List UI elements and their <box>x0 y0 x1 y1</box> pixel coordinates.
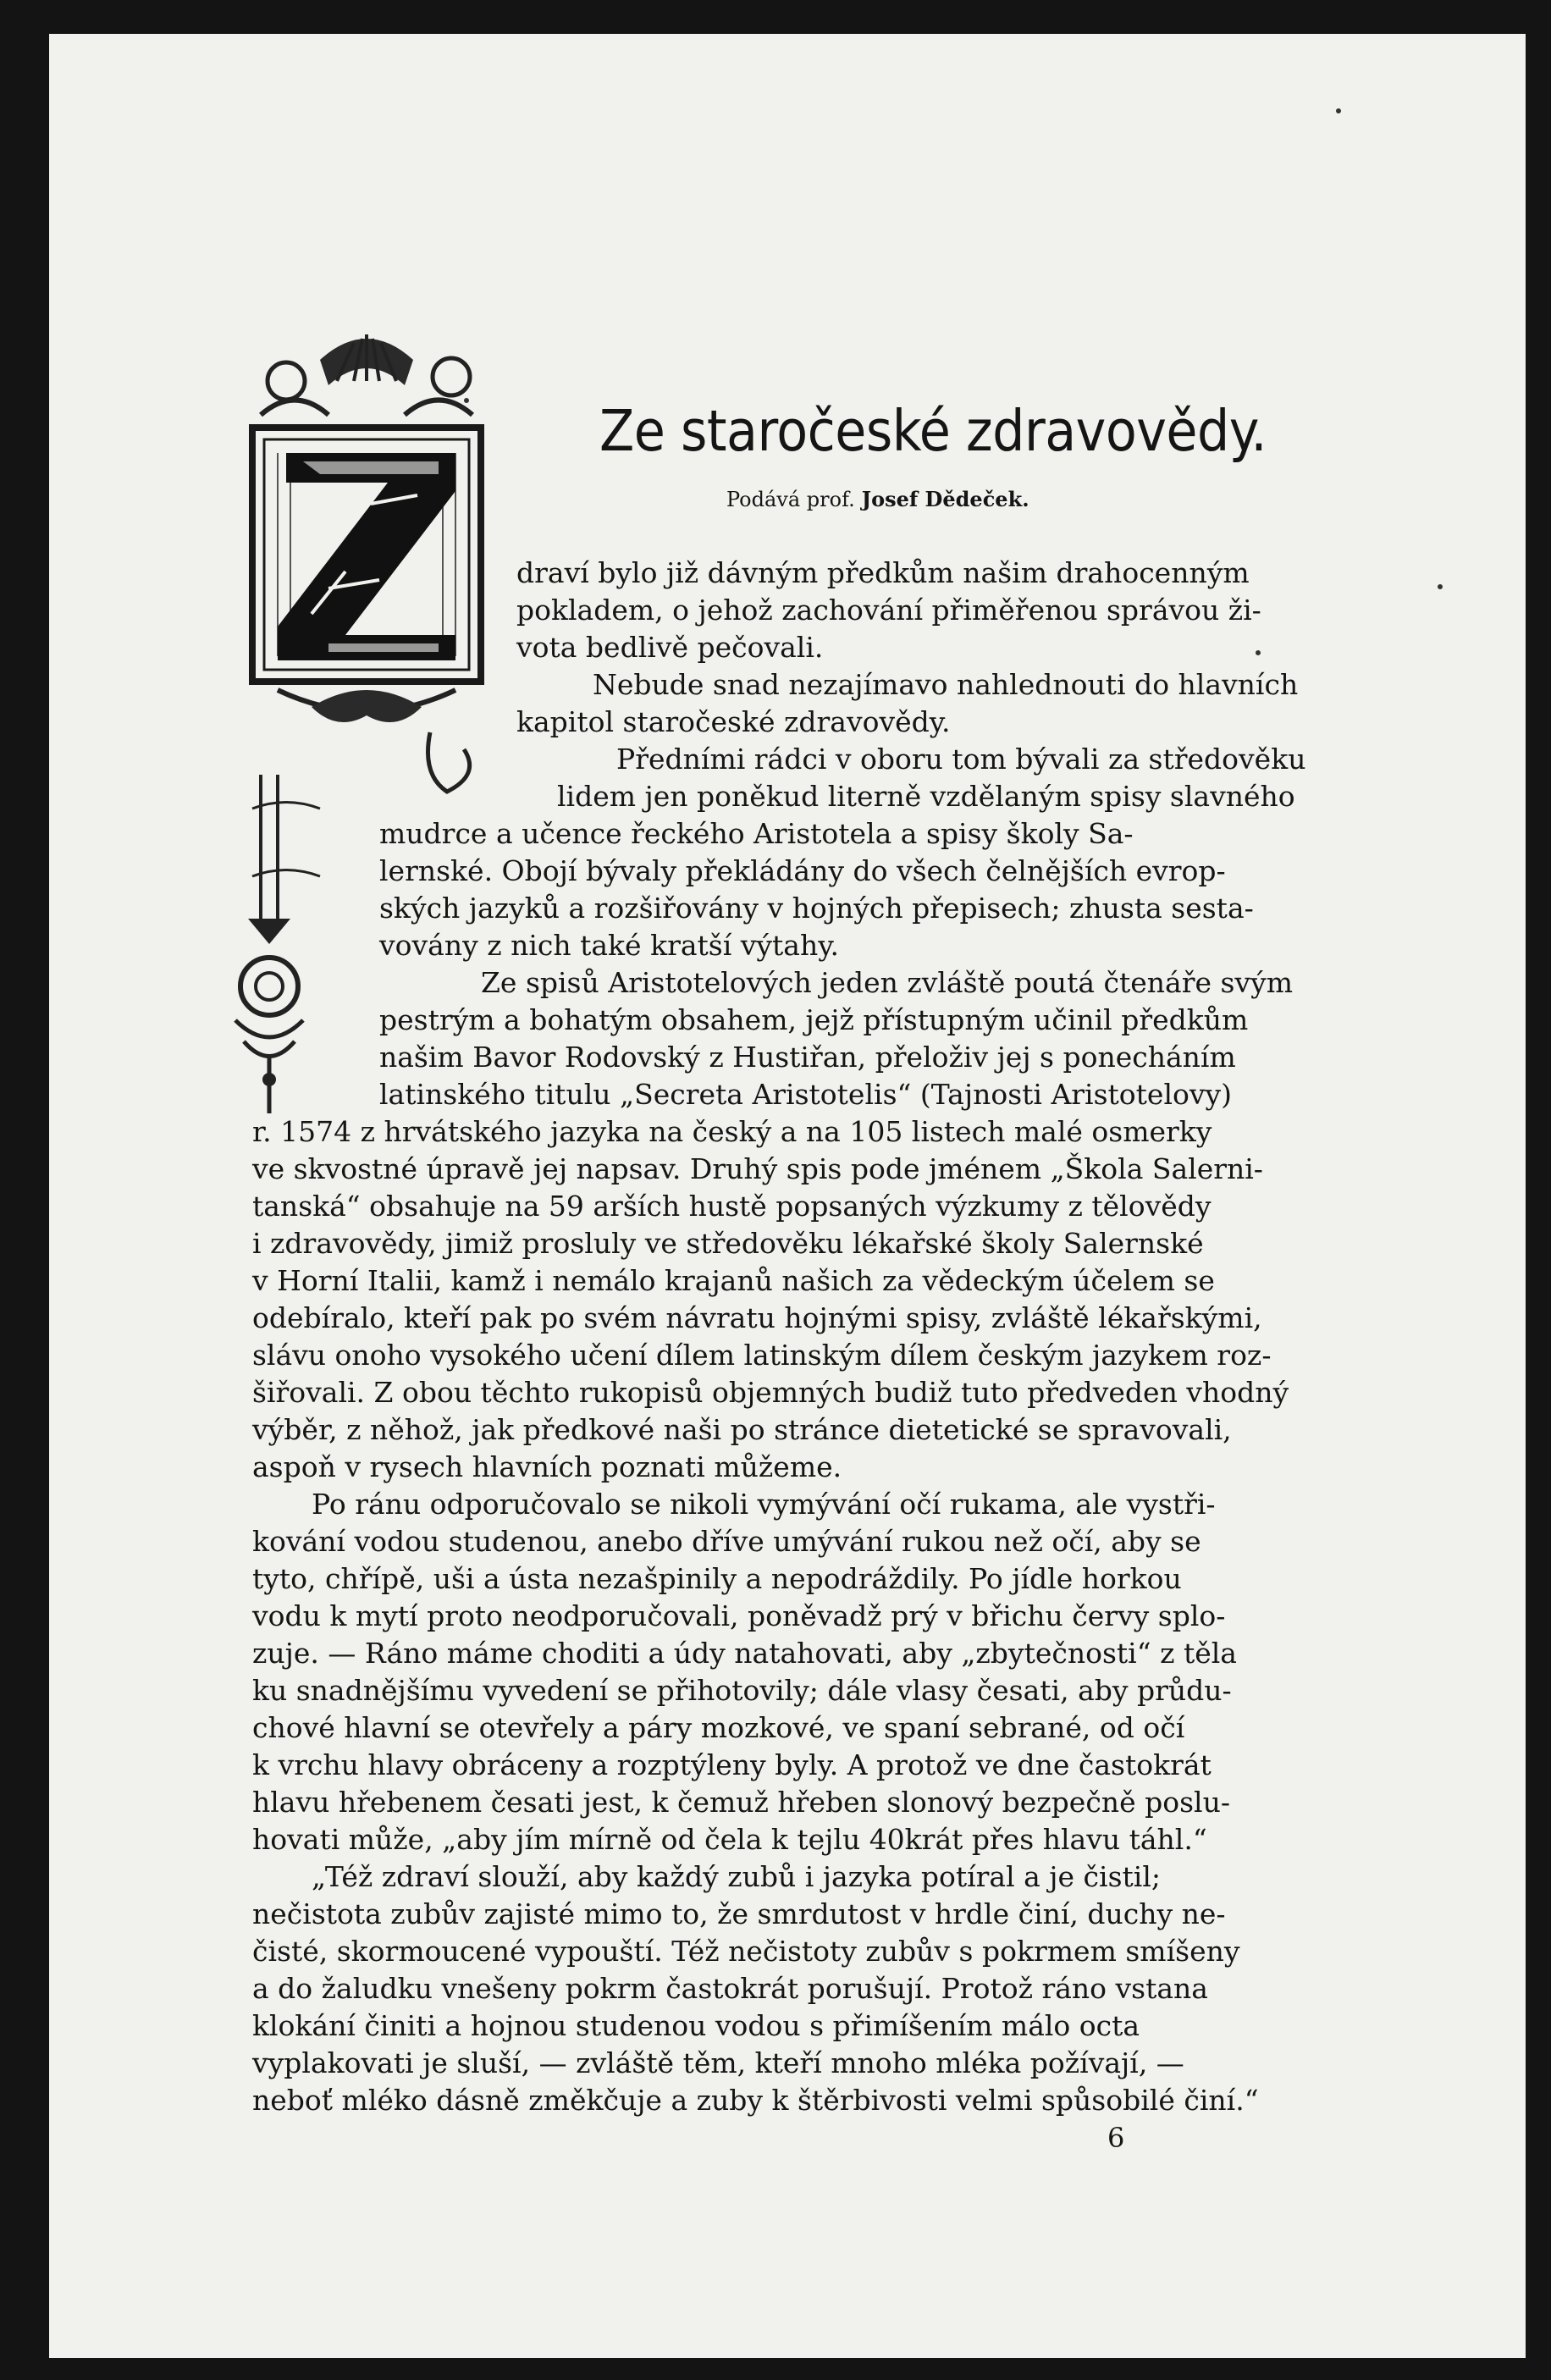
text-line: k vrchu hlavy obráceny a rozptýleny byly. A protož ve dne častokrát <box>252 1748 1212 1781</box>
text-line: aspoň v rysech hlavních poznati můžeme. <box>252 1450 842 1483</box>
text-line: lidem jen poněkud literně vzdělaným spisy slavného <box>557 780 1295 813</box>
book-page <box>49 34 1526 2358</box>
text-line: hlavu hřebenem česati jest, k čemuž hřeben slonový bezpečně poslu- <box>252 1786 1230 1819</box>
print-speck <box>1256 650 1261 655</box>
text-line: mudrce a učence řeckého Aristotela a spisy školy Sa- <box>379 817 1134 850</box>
paragraph-3 <box>379 741 1355 964</box>
byline <box>726 487 1029 511</box>
text-line: vota bedlivě pečovali. <box>516 631 824 664</box>
text-line: odebíralo, kteří pak po svém návratu hojnými spisy, zvláště lékařskými, <box>252 1301 1262 1334</box>
print-speck <box>1336 108 1341 113</box>
paragraph-5 <box>252 1486 1355 1858</box>
text-line: Po ránu odporučovalo se nikoli vymývání očí rukama, ale vystři- <box>312 1488 1216 1521</box>
text-line: ku snadnějšímu vyvedení se přihotovily; dále vlasy česati, aby průdu- <box>252 1674 1232 1707</box>
paragraph-1 <box>516 555 1355 666</box>
text-line: draví bylo již dávným předkům našim drahocenným <box>516 556 1250 589</box>
page-number: 6 <box>1107 2122 1125 2154</box>
text-line: v Horní Italii, kamž i nemálo krajanů našich za vědeckým účelem se <box>252 1264 1215 1297</box>
text-line: kování vodou studenou, anebo dříve umývání rukou než očí, aby se <box>252 1525 1201 1558</box>
text-line: slávu onoho vysokého učení dílem latinským dílem českým jazykem roz- <box>252 1339 1272 1372</box>
text-line: vodu k mytí proto neodporučovali, poněvadž prý v břichu červy splo- <box>252 1599 1226 1632</box>
print-speck <box>1438 584 1443 589</box>
text-line: tyto, chřípě, uši a ústa nezašpinily a nepodráždily. Po jídle horkou <box>252 1562 1182 1595</box>
text-line: zuje. — Ráno máme choditi a údy natahovati, aby „zbytečnosti“ z těla <box>252 1637 1237 1670</box>
text-line: chové hlavní se otevřely a páry mozkové, ve spaní sebrané, od očí <box>252 1711 1185 1744</box>
text-line: kapitol staročeské zdravovědy. <box>516 705 951 738</box>
text-line: hovati může, „aby jím mírně od čela k tejlu 40krát přes hlavu táhl.“ <box>252 1823 1207 1856</box>
text-line: pokladem, o jehož zachování přiměřenou správou ži- <box>516 594 1261 627</box>
text-line: latinského titulu „Secreta Aristotelis“ (Tajnosti Aristotelovy) <box>379 1078 1233 1111</box>
text-line: a do žaludku vnešeny pokrm častokrát porušují. Protož ráno vstana <box>252 1972 1208 2005</box>
text-line: ve skvostné úpravě jej napsav. Druhý spis pode jménem „Škola Salerni- <box>252 1152 1263 1185</box>
paragraph-2 <box>516 666 1355 741</box>
text-line: Předními rádci v oboru tom bývali za středověku <box>616 743 1306 776</box>
text-line: Nebude snad nezajímavo nahlednouti do hlavních <box>593 668 1299 701</box>
text-line: „Též zdraví slouží, aby každý zubů i jazyka potíral a je čistil; <box>312 1860 1162 1893</box>
text-line: pestrým a bohatým obsahem, jejž přístupným učinil předkům <box>379 1003 1249 1036</box>
print-speck <box>464 398 469 403</box>
text-line: čisté, skormoucené vypouští. Též nečistoty zubův s pokrmem smíšeny <box>252 1935 1240 1968</box>
text-line: našim Bavor Rodovský z Hustiřan, přeloživ jej s ponecháním <box>379 1041 1236 1074</box>
text-line: klokání činiti a hojnou studenou vodou s přimíšením málo octa <box>252 2009 1140 2042</box>
byline-author: Josef Dědeček. <box>861 487 1029 511</box>
text-line: výběr, z něhož, jak předkové naši po stránce dietetické se spravovali, <box>252 1413 1232 1446</box>
text-line: lernské. Obojí bývaly překládány do všech čelnějších evrop- <box>379 854 1226 887</box>
text-line: Ze spisů Aristotelových jeden zvláště poutá čtenáře svým <box>481 966 1293 999</box>
text-line: šiřovali. Z obou těchto rukopisů objemných budiž tuto předveden vhodný <box>252 1376 1289 1409</box>
byline-prefix: Podává prof. <box>726 488 855 511</box>
text-line: vyplakovati je sluší, — zvláště těm, kteří mnoho mléka požívají, — <box>252 2046 1184 2079</box>
text-line: vovány z nich také kratší výtahy. <box>379 929 839 962</box>
text-line: r. 1574 z hrvátského jazyka na český a na 105 listech malé osmerky <box>252 1115 1212 1148</box>
article-title: Ze staročeské zdravovědy. <box>599 398 1267 464</box>
text-line: nečistota zubův zajisté mimo to, že smrdutost v hrdle činí, duchy ne- <box>252 1897 1226 1930</box>
text-line: tanská“ obsahuje na 59 arších hustě popsaných výzkumy z tělovědy <box>252 1190 1212 1223</box>
paragraph-6 <box>252 1858 1355 2119</box>
paragraph-4 <box>252 964 1355 1486</box>
text-line: ských jazyků a rozšiřovány v hojných přepisech; zhusta sesta- <box>379 892 1254 925</box>
text-line: i zdravovědy, jimiž prosluly ve středověku lékařské školy Salernské <box>252 1227 1204 1260</box>
text-line: neboť mléko dásně změkčuje a zuby k štěrbivosti velmi spůsobilé činí.“ <box>252 2084 1259 2117</box>
